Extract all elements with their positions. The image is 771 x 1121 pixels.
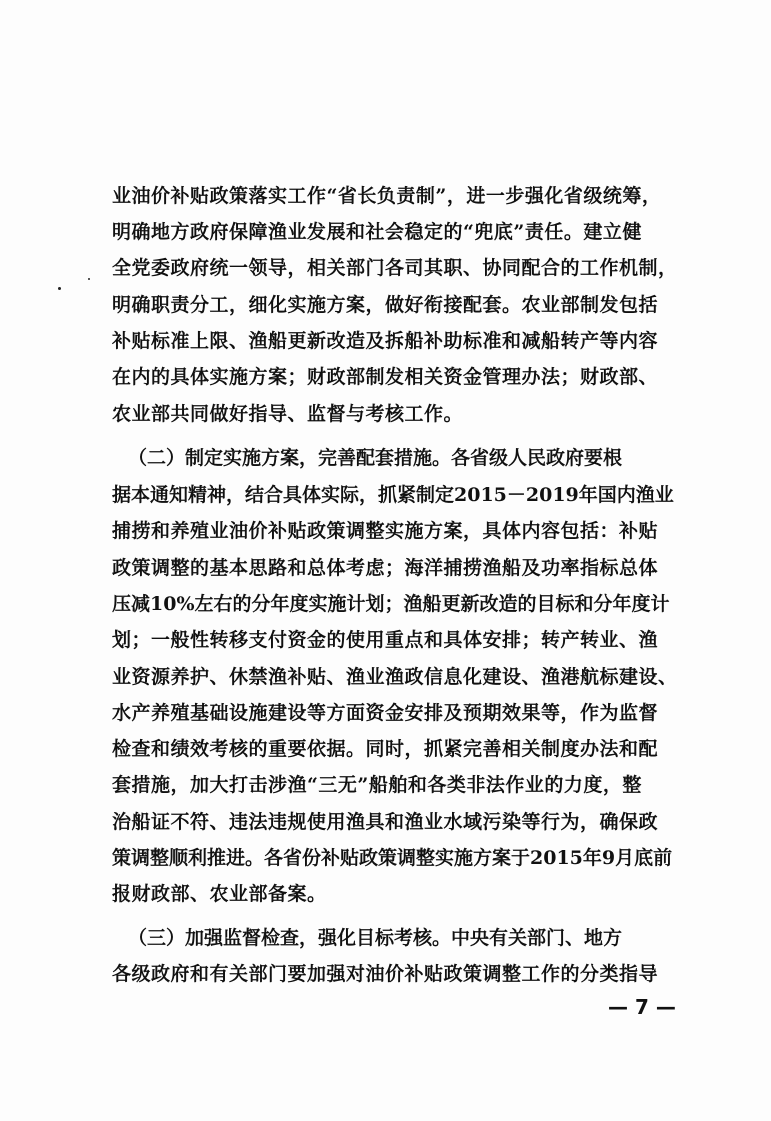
text-line: 套措施，加大打击涉渔“三无”船舶和各类非法作业的力度，整 [112,774,642,796]
text-line: 明确职责分工，细化实施方案，做好衔接配套。农业部制发包括 [112,294,659,316]
text-line: 在内的具体实施方案；财政部制发相关资金管理办法；财政部、 [112,366,659,388]
text-line: 农业部共同做好指导、监督与考核工作。 [112,403,464,425]
text-line: （二）制定实施方案，完善配套措施。各省级人民政府要根 [128,447,623,469]
page-number: — 7 — [608,995,676,1019]
text-line: 策调整顺利推进。各省份补贴政策调整实施方案于2015年9月底前 [112,847,673,869]
text-line: 治船证不符、违法违规使用渔具和渔业水域污染等行为，确保政 [112,811,659,833]
text-line: 压减10%左右的分年度实施计划；渔船更新改造的目标和分年度计 [112,593,670,615]
text-line: 补贴标准上限、渔船更新改造及拆船补助标准和减船转产等内容 [112,330,659,352]
text-line: 划；一般性转移支付资金的使用重点和具体安排；转产转业、渔 [112,629,659,651]
scan-speck [88,278,90,280]
text-line: 水产养殖基础设施建设等方面资金安排及预期效果等，作为监督 [112,702,659,724]
text-line: 政策调整的基本思路和总体考虑；海洋捕捞渔船及功率指标总体 [112,557,659,579]
text-line: 据本通知精神，结合具体实际，抓紧制定2015－2019年国内渔业 [112,484,674,506]
text-line: （三）加强监督检查，强化目标考核。中央有关部门、地方 [128,927,623,949]
text-line: 各级政府和有关部门要加强对油价补贴政策调整工作的分类指导 [112,963,659,985]
text-line: 明确地方政府保障渔业发展和社会稳定的“兜底”责任。建立健 [112,221,642,243]
text-line: 业资源养护、休禁渔补贴、渔业渔政信息化建设、渔港航标建设、 [112,666,678,688]
text-line: 全党委政府统一领导，相关部门各司其职、协同配合的工作机制， [112,257,678,279]
text-line: 报财政部、农业部备案。 [112,883,327,905]
text-line: 业油价补贴政策落实工作“省长负责制”，进一步强化省级统筹， [112,185,662,207]
scan-speck [58,287,61,290]
text-line: 捕捞和养殖业油价补贴政策调整实施方案，具体内容包括：补贴 [112,520,659,542]
text-line: 检查和绩效考核的重要依据。同时，抓紧完善相关制度办法和配 [112,738,659,760]
